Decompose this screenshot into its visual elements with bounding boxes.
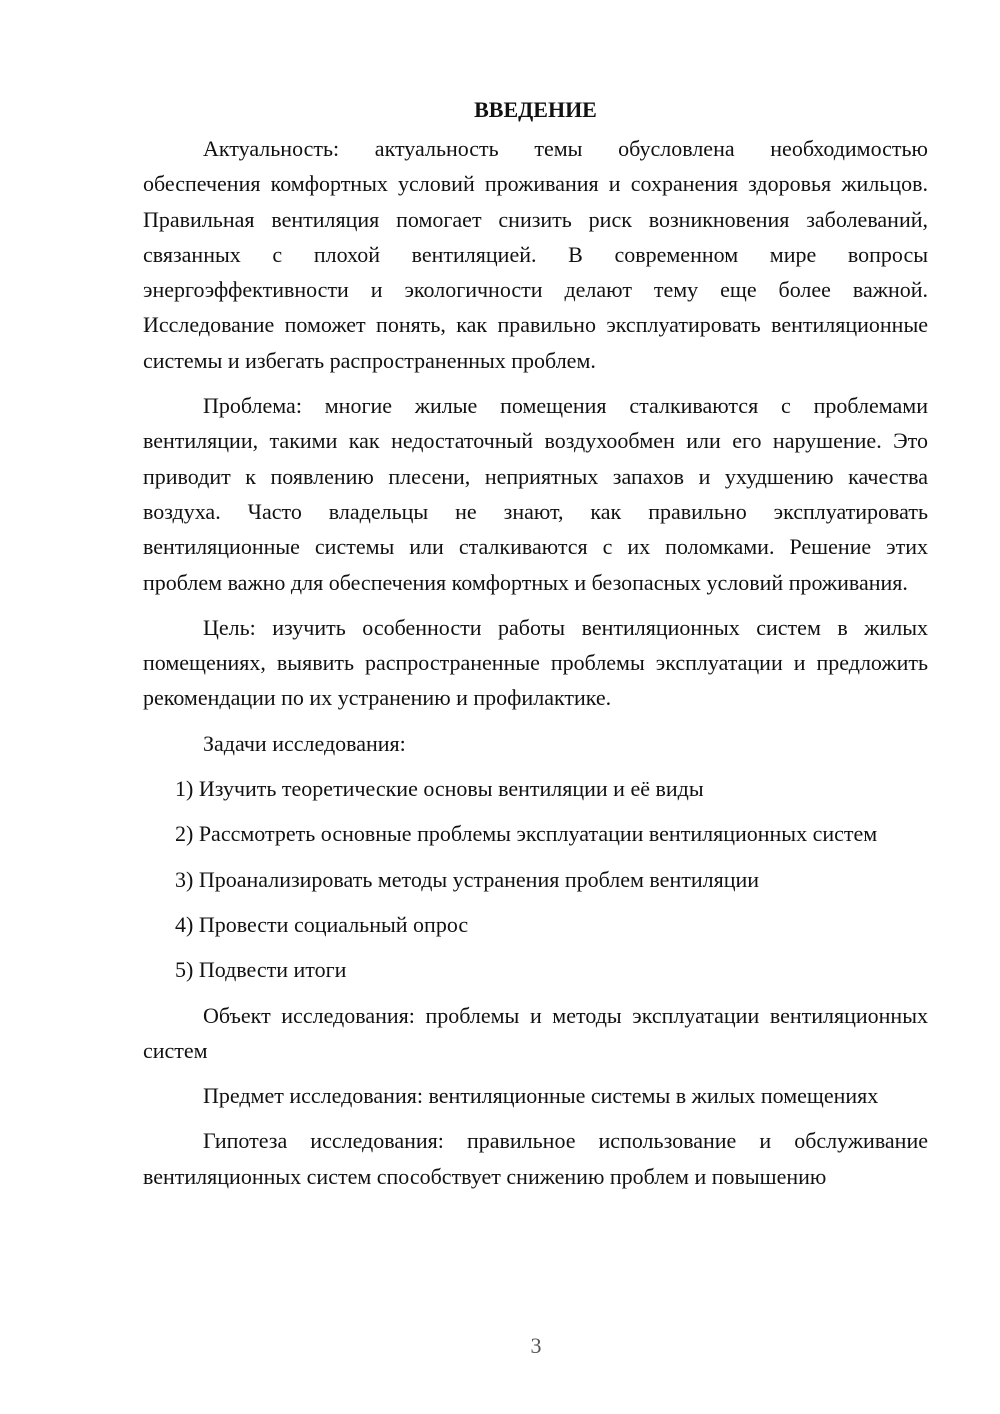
tasks-heading: Задачи исследования:	[203, 730, 406, 756]
task-item-1: 1) Изучить теоретические основы вентиляции и её виды	[175, 776, 704, 802]
document-body	[143, 92, 928, 1194]
subject-paragraph: Предмет исследования: вентиляционные системы в жилых помещениях	[203, 1083, 879, 1109]
task-item-2: 2) Рассмотреть основные проблемы эксплуатации вентиляционных систем	[175, 821, 878, 847]
task-item-4: 4) Провести социальный опрос	[175, 911, 469, 937]
task-item-3: 3) Проанализировать методы устранения проблем вентиляции	[175, 866, 760, 892]
task-item-5: 5) Подвести итоги	[175, 957, 347, 983]
page-number: 3	[530, 1333, 542, 1358]
section-title: ВВЕДЕНИЕ	[474, 97, 597, 122]
goal-paragraph: Цель: изучить особенности работы вентиляционных систем в жилых помещениях, выявить распространенные проблемы эксплуатации и предложить рекомендации по их устранению и профилактике.	[143, 614, 928, 711]
problem-paragraph: Проблема: многие жилые помещения сталкиваются с проблемами вентиляции, такими как недостаточный воздухообмен или его нарушение. Это приводит к появлению плесени, неприятных запахов и ухудшению качества воздуха. Часто владельцы не знают, как правильно эксплуатировать вентиляционные системы или сталкиваются с их поломками. Решение этих проблем важно для обеспечения комфортных и безопасных условий проживания.	[143, 393, 928, 595]
hypothesis-paragraph: Гипотеза исследования: правильное использование и обслуживание вентиляционных систем способствует снижению проблем и повышению	[143, 1128, 928, 1189]
object-paragraph: Объект исследования: проблемы и методы эксплуатации вентиляционных систем	[143, 1002, 928, 1063]
relevance-paragraph: Актуальность: актуальность темы обусловлена необходимостью обеспечения комфортных условий проживания и сохранения здоровья жильцов. Правильная вентиляция помогает снизить риск возникновения заболеваний, связанных с плохой вентиляцией. В современном мире вопросы энергоэффективности и экологичности делают тему еще более важной. Исследование поможет понять, как правильно эксплуатировать вентиляционные системы и избегать распространенных проблем.	[143, 136, 928, 373]
